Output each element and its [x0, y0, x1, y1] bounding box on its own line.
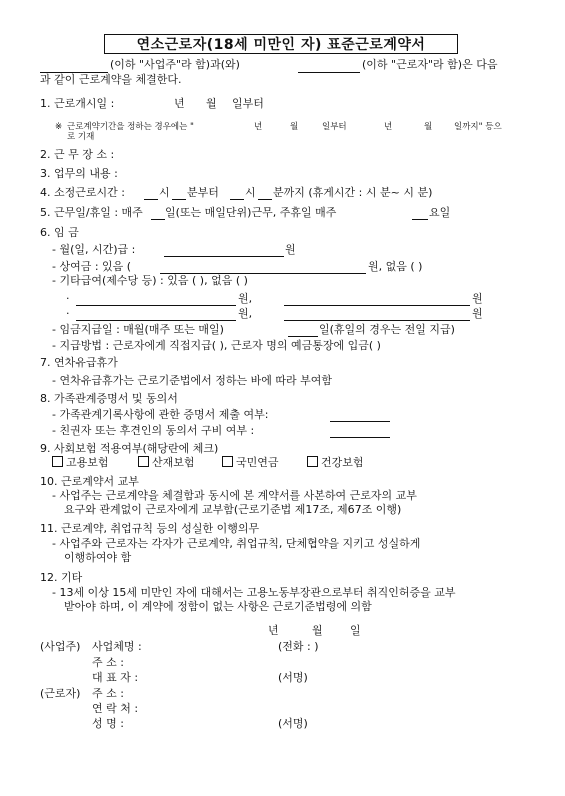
section-1-label: 1. 근로개시일 : — [40, 97, 115, 110]
other-pay-item-3-blank[interactable] — [76, 309, 236, 321]
section-6-monthly-won: 원 — [285, 243, 296, 256]
insurance-option-employment[interactable]: 고용보험 — [52, 456, 109, 470]
other-pay-bullet-2: · — [66, 307, 70, 320]
family-cert-blank[interactable] — [330, 410, 390, 422]
pay-day-blank[interactable] — [288, 325, 318, 337]
document-title-text: 연소근로자(18세 미만인 자) 표준근로계약서 — [136, 37, 426, 53]
intro-line-2: 과 같이 근로계약을 체결한다. — [40, 73, 182, 86]
section-1-note-year2: 년 — [384, 122, 393, 132]
section-12-label: 12. 기타 — [40, 571, 83, 584]
insurance-option-accident[interactable]: 산재보험 — [138, 456, 195, 470]
insurance-option-pension[interactable]: 국민연금 — [222, 456, 279, 470]
section-4-minute1: 분부터 — [187, 186, 219, 199]
section-1-note-day2: 일까지" 등으 — [454, 122, 502, 132]
employer-sign-label: (서명) — [278, 671, 308, 684]
section-4-minute2: 분까지 (휴게시간 : 시 분~ 시 분) — [273, 186, 433, 199]
other-pay-won-3: 원, — [238, 307, 253, 320]
employer-address-label: 주 소 : — [92, 656, 124, 669]
weekly-holiday-blank[interactable] — [412, 208, 428, 220]
section-7-text: - 연차유급휴가는 근로기준법에서 정하는 바에 따라 부여함 — [52, 374, 332, 387]
end-minute-blank[interactable] — [258, 188, 272, 200]
section-8-b: - 친권자 또는 후견인의 동의서 구비 여부 : — [52, 424, 255, 437]
intro-employer-tag: (이하 "사업주"라 함)과(와) — [110, 58, 240, 71]
date-month: 월 — [312, 624, 323, 637]
insurance-option-health[interactable]: 건강보험 — [307, 456, 364, 470]
section-2-label: 2. 근 무 장 소 : — [40, 148, 115, 161]
section-1-note-month1: 월 — [290, 122, 299, 132]
worker-sign-label: (서명) — [278, 717, 308, 730]
section-6-monthly: - 월(일, 시간)급 : — [52, 243, 136, 256]
section-1-note-month2: 월 — [424, 122, 433, 132]
section-4-hour1: 시 — [159, 186, 170, 199]
section-1-suffix: 일부터 — [232, 97, 264, 110]
employer-phone-label: (전화 : ) — [278, 640, 319, 653]
section-8-a: - 가족관계기록사항에 관한 증명서 제출 여부: — [52, 408, 269, 421]
section-7-label: 7. 연차유급휴가 — [40, 356, 118, 369]
employer-tag: (사업주) — [40, 640, 81, 653]
section-8-label: 8. 가족관계증명서 및 동의서 — [40, 392, 178, 405]
section-6-other: - 기타급여(제수당 등) : 있음 ( ), 없음 ( ) — [52, 274, 248, 287]
work-days-blank[interactable] — [151, 208, 165, 220]
other-pay-item-2-blank[interactable] — [284, 294, 470, 306]
monthly-wage-blank[interactable] — [164, 245, 284, 257]
worker-contact-label: 연 락 처 : — [92, 702, 139, 715]
bonus-amount-blank[interactable] — [160, 262, 366, 274]
section-12-a: - 13세 이상 15세 미만인 자에 대해서는 고용노동부장관으로부터 취직인허증을 교부 — [52, 586, 456, 599]
section-1-month: 월 — [206, 97, 217, 110]
section-10-a: - 사업주는 근로계약을 체결함과 동시에 본 계약서를 사본하여 근로자의 교부 — [52, 489, 417, 502]
section-4-hour2: 시 — [245, 186, 256, 199]
intro-worker-tag: (이하 "근로자"라 함)은 다음 — [362, 58, 498, 71]
start-hour-blank[interactable] — [144, 188, 158, 200]
section-6-label: 6. 임 금 — [40, 226, 79, 239]
date-year: 년 — [268, 624, 279, 637]
section-1-note-year1: 년 — [254, 122, 263, 132]
section-6-pay-method: - 지급방법 : 근로자에게 직접지급( ), 근로자 명의 예금통장에 입금( ) — [52, 339, 381, 352]
worker-tag: (근로자) — [40, 687, 81, 700]
other-pay-won-4: 원 — [472, 307, 483, 320]
checkbox-pension-icon[interactable] — [222, 456, 233, 467]
other-pay-won-2: 원 — [472, 292, 483, 305]
checkbox-health-icon[interactable] — [307, 456, 318, 467]
section-1-year: 년 — [174, 97, 185, 110]
employer-name-blank[interactable] — [40, 61, 108, 73]
worker-address-label: 주 소 : — [92, 687, 124, 700]
section-6-bonus: - 상여금 : 있음 ( — [52, 260, 132, 273]
employer-business-name-label: 사업체명 : — [92, 640, 142, 653]
start-minute-blank[interactable] — [172, 188, 186, 200]
checkbox-employment-icon[interactable] — [52, 456, 63, 467]
section-10-label: 10. 근로계약서 교부 — [40, 475, 139, 488]
section-1-note-mark: ※ — [55, 122, 63, 132]
section-11-b: 이행하여야 함 — [64, 551, 132, 564]
checkbox-accident-icon[interactable] — [138, 456, 149, 467]
section-6-pay-day-b: 일(휴일의 경우는 전일 지급) — [319, 323, 455, 336]
worker-name-blank[interactable] — [298, 61, 360, 73]
section-1-note-day1: 일부터 — [322, 122, 347, 132]
section-12-b: 받아야 하며, 이 계약에 정함이 없는 사항은 근로기준법령에 의함 — [64, 600, 372, 613]
section-6-bonus-tail: 원, 없음 ( ) — [368, 260, 423, 273]
section-6-pay-day-a: - 임금지급일 : 매월(매주 또는 매일) — [52, 323, 224, 336]
worker-name-label: 성 명 : — [92, 717, 124, 730]
section-11-label: 11. 근로계약, 취업규칙 등의 성실한 이행의무 — [40, 522, 260, 535]
other-pay-bullet-1: · — [66, 292, 70, 305]
section-9-label: 9. 사회보험 적용여부(해당란에 체크) — [40, 442, 219, 455]
date-day: 일 — [350, 624, 361, 637]
employer-rep-label: 대 표 자 : — [92, 671, 139, 684]
end-hour-blank[interactable] — [230, 188, 244, 200]
other-pay-won-1: 원, — [238, 292, 253, 305]
section-3-label: 3. 업무의 내용 : — [40, 167, 118, 180]
other-pay-item-4-blank[interactable] — [284, 309, 470, 321]
section-10-b: 요구와 관계없이 근로자에게 교부함(근로기준법 제17조, 제67조 이행) — [64, 503, 402, 516]
section-4-label: 4. 소정근로시간 : — [40, 186, 125, 199]
document-title — [104, 34, 458, 54]
other-pay-item-1-blank[interactable] — [76, 294, 236, 306]
consent-form-blank[interactable] — [330, 426, 390, 438]
section-5-mid: 일(또는 매일단위)근무, 주휴일 매주 — [165, 206, 337, 219]
section-5-label: 5. 근무일/휴일 : 매주 — [40, 206, 143, 219]
section-1-note-b: 로 기재 — [67, 132, 95, 142]
section-1-note-a: 근로계약기간을 정하는 경우에는 " — [67, 122, 194, 132]
section-11-a: - 사업주와 근로자는 각자가 근로계약, 취업규칙, 단체협약을 지키고 성실하게 — [52, 537, 421, 550]
section-5-end: 요일 — [429, 206, 451, 219]
